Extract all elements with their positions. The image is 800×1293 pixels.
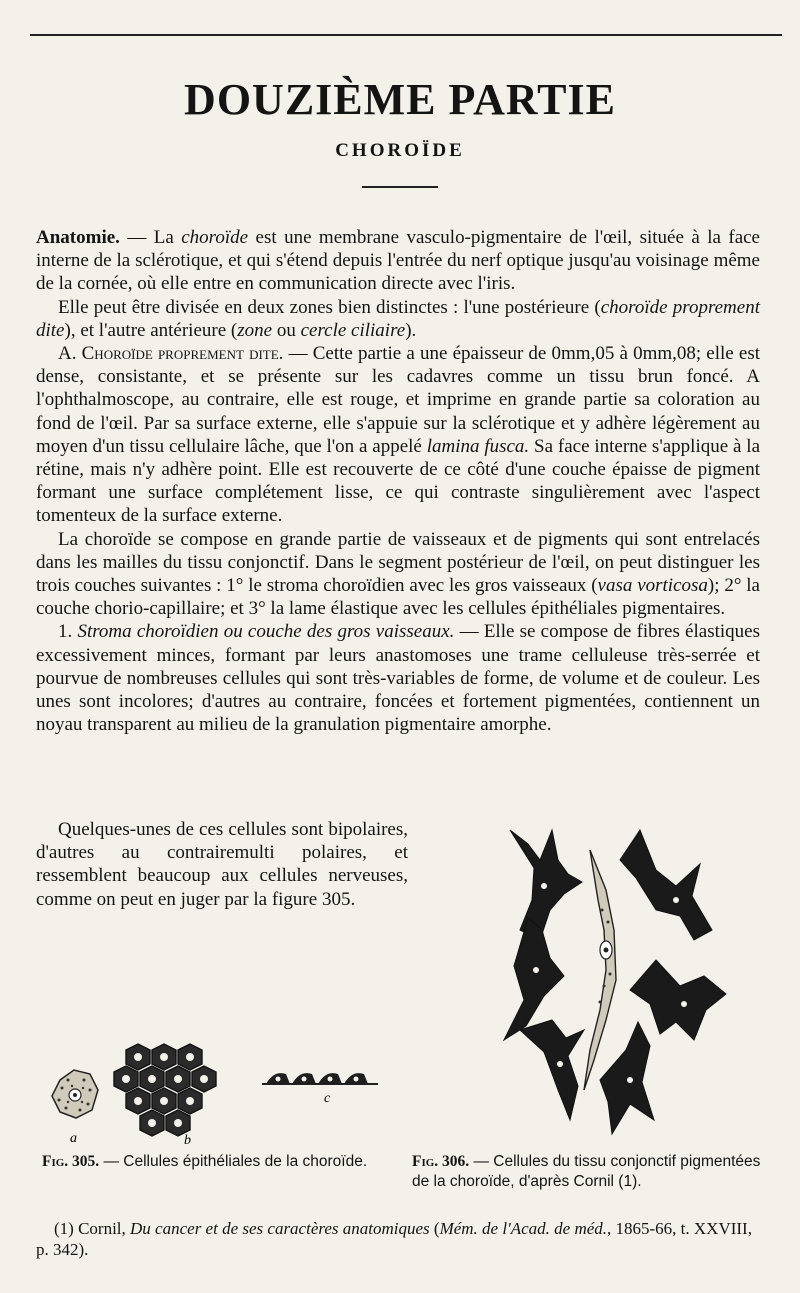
figure-306 <box>480 790 780 1150</box>
fig305-label-a: a <box>70 1131 77 1146</box>
italic-run: choroïde <box>181 227 249 248</box>
fig306-caption-text: — Cellules du tissu conjonctif pigmentées de la choroïde, d'après Cornil (1). <box>412 1153 761 1190</box>
fig305-label-c: c <box>324 1091 331 1106</box>
text-run: ou <box>272 319 301 341</box>
title-separator <box>362 186 438 188</box>
fig305-label-b: b <box>184 1133 191 1148</box>
fig305-caption-num: Fig. 305. <box>42 1153 100 1170</box>
paragraph-stroma <box>36 620 760 736</box>
text-run: La choroïde se compose en grande partie de vaisseaux et de pigments qui sont entrelacés dans les mailles du tissu conjonctif. Dans le segment postérieur de l'œil, on peut distinguer les trois couches suivantes : 1° le stroma choroïdien avec les gros vaisseaux ( <box>36 528 760 597</box>
text-run: ( <box>429 1219 440 1238</box>
italic-run: Du cancer et de ses caractères anatomiques <box>130 1219 430 1238</box>
text-run: Elle peut être divisée en deux zones bien distinctes : l'une postérieure ( <box>58 296 601 318</box>
fig305-caption <box>42 1152 378 1172</box>
italic-run: zone <box>237 319 273 341</box>
italic-run: Stroma choroïdien ou couche des gros vaisseaux. <box>77 621 455 643</box>
paragraph-choroide-proprement-dite <box>36 342 760 528</box>
fig305-caption-text: — Cellules épithéliales de la choroïde. <box>99 1153 368 1170</box>
italic-run: lamina fusca. <box>426 435 530 457</box>
footnote <box>36 1218 766 1260</box>
paragraph-cellules: Quelques-unes de ces cellules sont bipolaires, d'autres au contrairemulti polaires, et ressemblent beaucoup aux cellules nerveuses, comme on peut en juger par la figure 305. <box>36 819 408 910</box>
subsection-heading: A. Choroïde proprement dite. <box>58 343 284 365</box>
italic-run: Mém. de l'Acad. de méd. <box>439 1219 608 1238</box>
text-run: — Elle se compose de fibres élastiques excessivement minces, formant par leurs anastomoses une trame celluleuse très-serrée et pourvue de nombreuses cellules qui sont très-variables de forme, de volume et de couleur. Les unes sont incolores; d'autres au contraire, foncées et fortement pigmentées, contiennent un noyau transparent au milieu de la granulation pigmentaire amorphe. <box>36 621 760 736</box>
text-run: (1) Cornil, <box>54 1219 131 1238</box>
fig305-cell-a <box>52 1070 98 1118</box>
fig306-cell-6 <box>600 1022 654 1134</box>
fig306-cell-3 <box>520 1020 584 1120</box>
text-run: est une membrane vasculo-pigmentaire de l'œil, située à la face interne de la sclérotique, et qui s'étend depuis l'entrée du nerf optique jusqu'au voisinage même de la cornée, où elle entre en communication directe avec l'iris. <box>36 227 760 295</box>
fig306-caption <box>412 1152 776 1192</box>
italic-run: vasa vorticosa <box>597 575 708 597</box>
side-text <box>36 818 408 911</box>
fig305-cell-profile-c <box>262 1073 378 1084</box>
text-run: ), et l'autre antérieure ( <box>64 319 238 341</box>
italic-run: cercle ciliaire <box>300 319 406 341</box>
text-run: 1. <box>58 621 78 643</box>
fig306-bipolar-cell <box>584 850 616 1090</box>
text-run: ); 2° la couche chorio-capillaire; et 3° la lame élastique avec les cellules épithéliales pigmentaires. <box>36 575 760 620</box>
fig306-cell-2 <box>504 918 564 1040</box>
text-run: , 1865-66, t. XXVIII, p. 342). <box>36 1219 752 1259</box>
part-title: DOUZIÈME PARTIE <box>184 75 616 124</box>
text-run: — La <box>119 227 182 248</box>
italic-run: choroïde proprement dite <box>36 296 760 341</box>
paragraph-composition <box>36 528 760 621</box>
fig306-cell-5 <box>630 960 726 1040</box>
main-text <box>36 226 760 736</box>
top-rule <box>30 34 782 36</box>
section-lead: Anatomie. <box>36 227 120 248</box>
text-run: Sa face interne s'applique à la rétine, mais n'y adhère point. Elle est recouverte de ce côté d'une couche épaisse de pigment formant une surface complétement lisse, ce qui contraste singulièrement avec l'aspect tomenteux de la surface externe. <box>36 435 760 527</box>
text-run: ). <box>405 319 417 341</box>
chapter-subtitle: CHOROÏDE <box>335 140 465 161</box>
text-run: — Cette partie a une épaisseur de 0mm,05 à 0mm,08; elle est dense, consistante, et se présente sur les cadavres comme un tissu brun foncé. A l'ophthalmoscope, au contraire, elle est rouge, et imprime en grande partie sa coloration au fond de l'œil. Par sa surface externe, elle s'appuie sur la sclérotique et y adhère légèrement au moyen d'un tissu cellulaire lâche, que l'on a appelé <box>36 343 760 457</box>
fig306-cell-4 <box>620 830 712 940</box>
paragraph-anatomie <box>36 226 760 296</box>
figure-305 <box>40 1040 400 1152</box>
fig305-cell-mosaic-b <box>114 1044 216 1136</box>
paragraph-zones <box>36 296 760 342</box>
fig306-caption-num: Fig. 306. <box>412 1153 470 1170</box>
